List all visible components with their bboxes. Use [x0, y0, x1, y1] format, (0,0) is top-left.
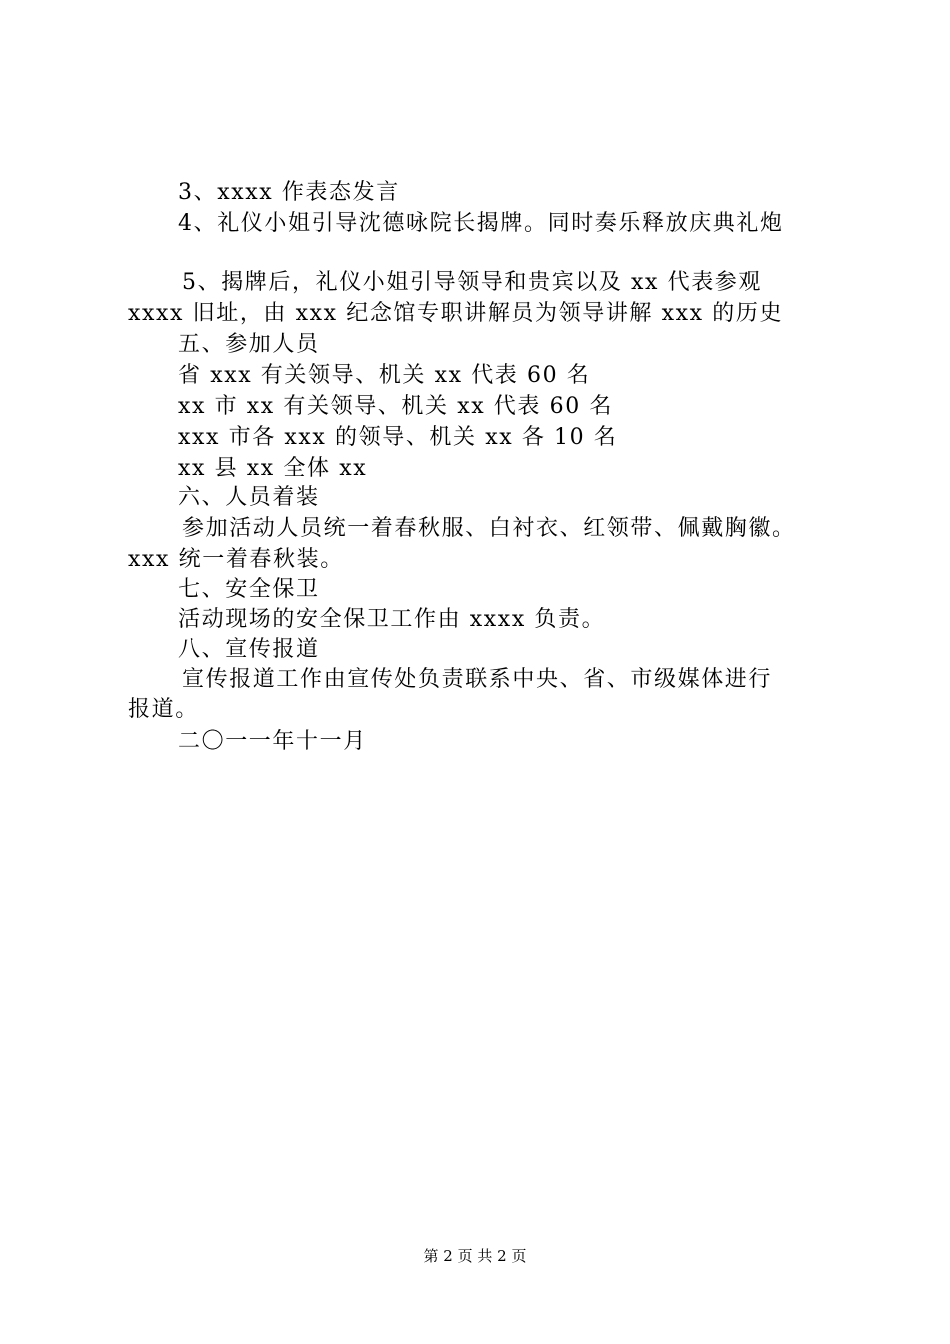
body-line-5: 5、揭牌后，礼仪小姐引导领导和贵宾以及 xx 代表参观 — [182, 270, 762, 295]
document-date: 二〇一一年十一月 — [178, 729, 367, 754]
section-heading-publicity: 八、宣传报道 — [178, 637, 320, 662]
participant-line-3: xxx 市各 xxx 的领导、机关 xx 各 10 名 — [178, 425, 618, 450]
publicity-line-2: 报道。 — [128, 697, 199, 722]
publicity-line-1: 宣传报道工作由宣传处负责联系中央、省、市级媒体进行 — [182, 667, 773, 692]
participant-line-4: xx 县 xx 全体 xx — [178, 456, 368, 481]
participant-line-1: 省 xxx 有关领导、机关 xx 代表 60 名 — [178, 363, 591, 388]
security-line: 活动现场的安全保卫工作由 xxxx 负责。 — [178, 607, 606, 632]
attire-line-1: 参加活动人员统一着春秋服、白衬衣、红领带、佩戴胸徽。 — [182, 516, 796, 541]
section-heading-participants: 五、参加人员 — [178, 332, 320, 357]
section-heading-security: 七、安全保卫 — [178, 577, 320, 602]
attire-line-2: xxx 统一着春秋装。 — [128, 547, 344, 572]
participant-line-2: xx 市 xx 有关领导、机关 xx 代表 60 名 — [178, 394, 613, 419]
body-line-5-continued: xxxx 旧址，由 xxx 纪念馆专职讲解员为领导讲解 xxx 的历史 — [128, 301, 784, 326]
page-number-footer: 第 2 页 共 2 页 — [423, 1247, 527, 1265]
section-heading-attire: 六、人员着装 — [178, 485, 320, 510]
body-line-3: 3、xxxx 作表态发言 — [178, 180, 400, 205]
body-line-4: 4、礼仪小姐引导沈德咏院长揭牌。同时奏乐释放庆典礼炮 — [178, 211, 784, 236]
